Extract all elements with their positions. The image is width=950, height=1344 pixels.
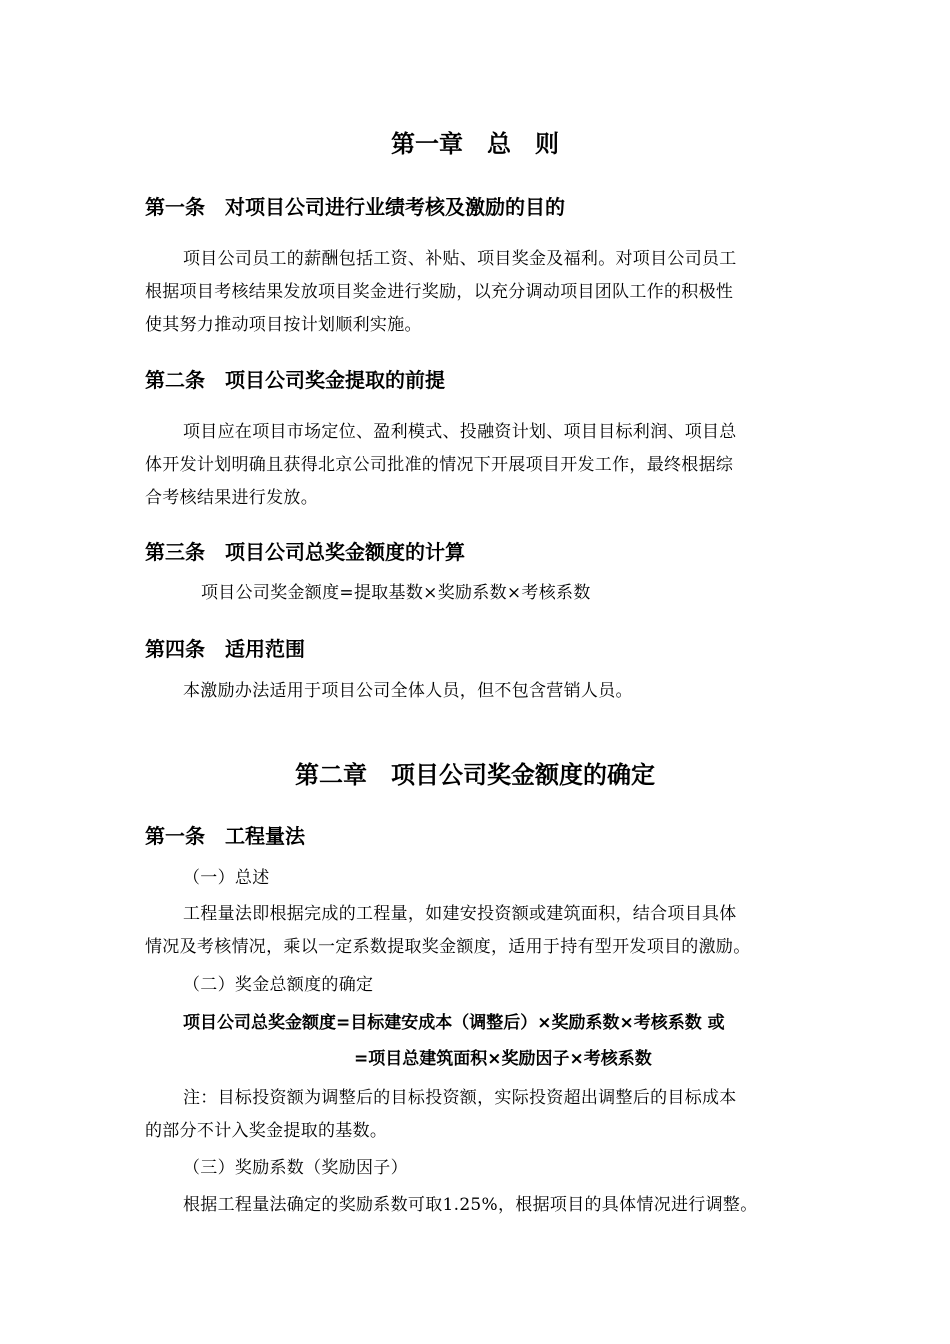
ch1-article-4-text: 本激励办法适用于项目公司全体人员，但不包含营销人员。 xyxy=(183,681,633,701)
ch2-sub-3-text: 根据工程量法确定的奖励系数可取1.25%，根据项目的具体情况进行调整。 xyxy=(183,1195,758,1215)
ch1-article-2-line-3: 合考核结果进行发放。 xyxy=(145,488,318,508)
ch1-article-1-heading: 第一条 对项目公司进行业绩考核及激励的目的 xyxy=(145,195,565,219)
ch1-article-3-formula: 项目公司奖金额度=提取基数×奖励系数×考核系数 xyxy=(201,583,591,603)
ch1-article-1-line-3: 使其努力推动项目按计划顺利实施。 xyxy=(145,315,422,335)
chapter-1-title: 第一章 总 则 xyxy=(391,130,559,158)
ch2-sub-1-line-2: 情况及考核情况，乘以一定系数提取奖金额度，适用于持有型开发项目的激励。 xyxy=(145,937,751,957)
ch2-formula-line-2: =项目总建筑面积×奖励因子×考核系数 xyxy=(354,1049,652,1069)
ch1-article-3-heading: 第三条 项目公司总奖金额度的计算 xyxy=(145,540,465,564)
ch2-note-line-1: 注：目标投资额为调整后的目标投资额，实际投资超出调整后的目标成本 xyxy=(183,1088,737,1108)
ch1-article-4-heading: 第四条 适用范围 xyxy=(145,637,305,661)
ch1-article-2-heading: 第二条 项目公司奖金提取的前提 xyxy=(145,368,445,392)
ch1-article-1-line-2: 根据项目考核结果发放项目奖金进行奖励，以充分调动项目团队工作的积极性 xyxy=(145,282,734,302)
ch2-formula-line-1: 项目公司总奖金额度=目标建安成本（调整后）×奖励系数×考核系数 或 xyxy=(183,1013,725,1033)
ch1-article-1-line-1: 项目公司员工的薪酬包括工资、补贴、项目奖金及福利。对项目公司员工 xyxy=(183,249,737,269)
ch1-article-2-line-2: 体开发计划明确且获得北京公司批准的情况下开展项目开发工作，最终根据综 xyxy=(145,455,734,475)
ch1-article-2-line-1: 项目应在项目市场定位、盈利模式、投融资计划、项目目标利润、项目总 xyxy=(183,422,737,442)
ch2-sub-2-title: （二）奖金总额度的确定 xyxy=(183,975,374,995)
chapter-2-title: 第二章 项目公司奖金额度的确定 xyxy=(295,761,655,789)
ch2-sub-1-line-1: 工程量法即根据完成的工程量，如建安投资额或建筑面积，结合项目具体 xyxy=(183,904,737,924)
ch2-sub-3-title: （三）奖励系数（奖励因子） xyxy=(183,1158,408,1178)
ch2-sub-1-title: （一）总述 xyxy=(183,868,270,888)
ch2-note-line-2: 的部分不计入奖金提取的基数。 xyxy=(145,1121,388,1141)
ch2-article-1-heading: 第一条 工程量法 xyxy=(145,824,305,848)
